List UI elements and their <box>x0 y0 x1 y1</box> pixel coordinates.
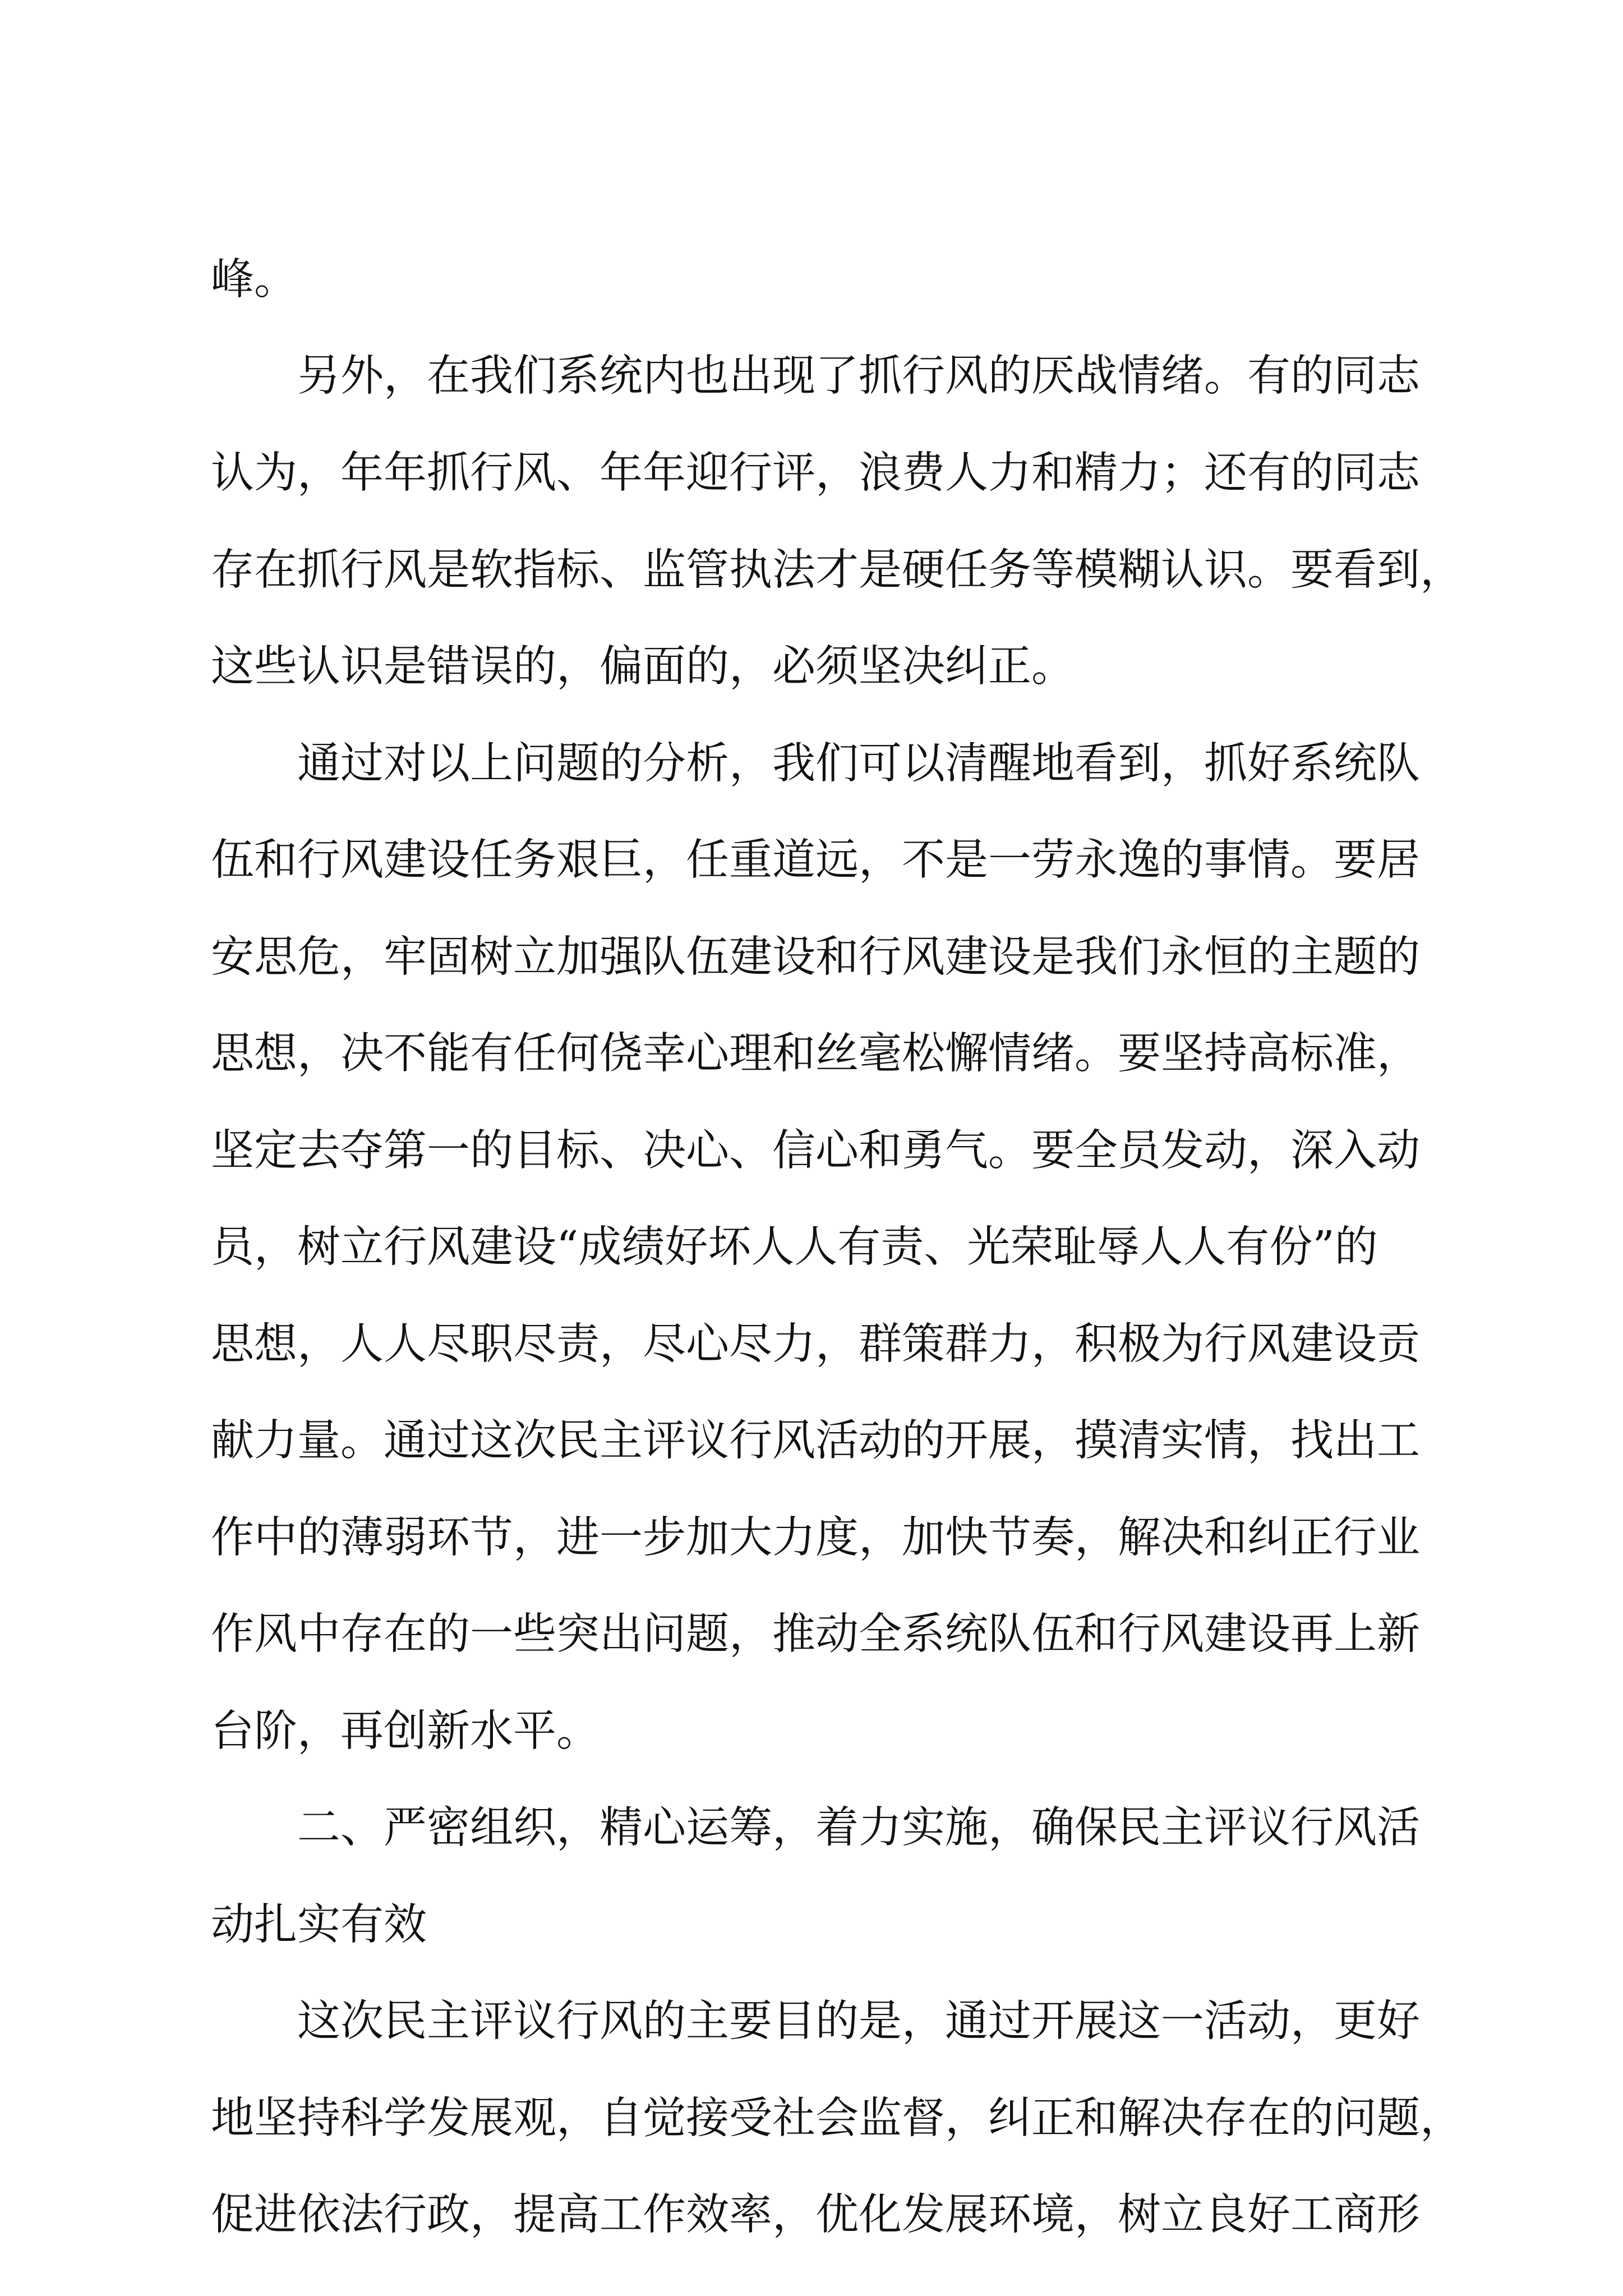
text-line: 作风中存在的一些突出问题，推动全系统队伍和行风建设再上新 <box>211 1609 1420 1659</box>
text-line: 台阶，再创新水平。 <box>211 1706 600 1756</box>
text-line: 认为，年年抓行风、年年迎行评，浪费人力和精力；还有的同志 <box>211 448 1420 498</box>
text-line: 这次民主评议行风的主要目的是，通过开展这一活动，更好 <box>211 1996 1420 2046</box>
text-line: 地坚持科学发展观，自觉接受社会监督，纠正和解决存在的问题， <box>211 2093 1463 2143</box>
text-line: 通过对以上问题的分析，我们可以清醒地看到，抓好系统队 <box>211 739 1420 789</box>
text-line: 作中的薄弱环节，进一步加大力度，加快节奏，解决和纠正行业 <box>211 1513 1420 1563</box>
text-line: 这些认识是错误的，偏面的，必须坚决纠正。 <box>211 642 1075 692</box>
text-line: 另外，在我们系统内也出现了抓行风的厌战情绪。有的同志 <box>211 351 1420 401</box>
text-line: 动扎实有效 <box>211 1900 427 1950</box>
text-line: 促进依法行政，提高工作效率，优化发展环境，树立良好工商形 <box>211 2190 1420 2240</box>
text-line: 思想，决不能有任何侥幸心理和丝毫松懈情绪。要坚持高标准， <box>211 1029 1420 1079</box>
text-line: 峰。 <box>211 255 297 305</box>
text-line: 献力量。通过这次民主评议行风活动的开展，摸清实情，找出工 <box>211 1416 1420 1466</box>
text-line: 安思危，牢固树立加强队伍建设和行风建设是我们永恒的主题的 <box>211 932 1420 982</box>
text-line: 坚定去夺第一的目标、决心、信心和勇气。要全员发动，深入动 <box>211 1126 1420 1176</box>
text-line: 伍和行风建设任务艰巨，任重道远，不是一劳永逸的事情。要居 <box>211 835 1420 885</box>
text-line: 存在抓行风是软指标、监管执法才是硬任务等模糊认识。要看到， <box>211 545 1463 595</box>
text-line: 思想，人人尽职尽责，尽心尽力，群策群力，积极为行风建设贡 <box>211 1319 1420 1369</box>
text-line: 员，树立行风建设“成绩好坏人人有责、光荣耻辱人人有份”的 <box>211 1222 1378 1272</box>
text-line: 二、严密组织，精心运筹，着力实施，确保民主评议行风活 <box>211 1803 1420 1853</box>
